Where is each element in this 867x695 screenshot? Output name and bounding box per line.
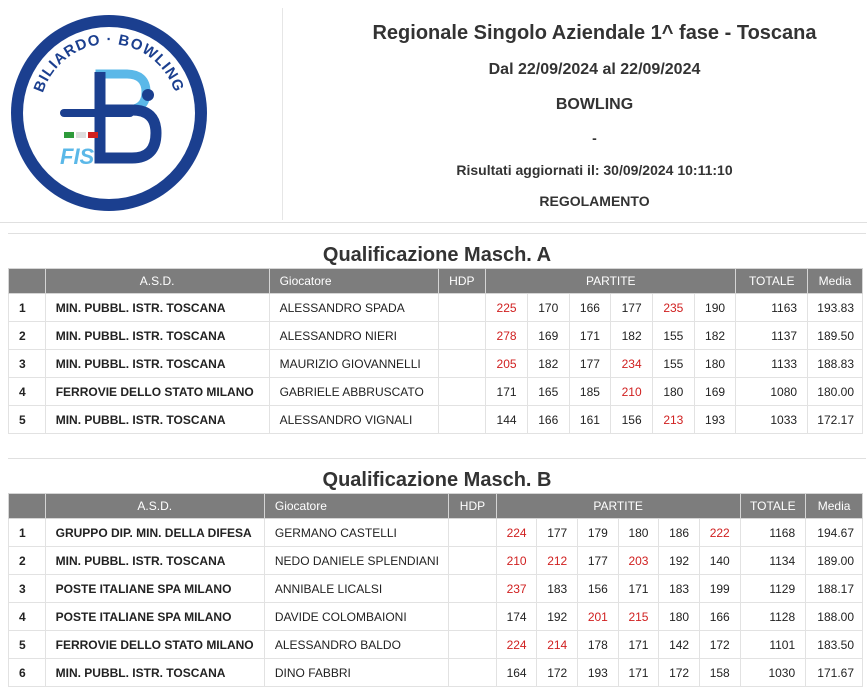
average-cell: 183.50 <box>806 631 863 659</box>
position-cell: 2 <box>9 322 46 350</box>
game-score-cell: 144 <box>486 406 528 434</box>
hdp-cell <box>438 294 486 322</box>
game-score-cell: 201 <box>578 603 619 631</box>
game-score-cell: 224 <box>496 519 537 547</box>
total-cell: 1128 <box>740 603 806 631</box>
player-cell: ALESSANDRO VIGNALI <box>269 406 438 434</box>
col-total: TOTALE <box>740 494 806 519</box>
average-cell: 188.83 <box>808 350 863 378</box>
average-cell: 193.83 <box>808 294 863 322</box>
game-score-cell: 165 <box>527 378 569 406</box>
asd-cell: POSTE ITALIANE SPA MILANO <box>45 575 264 603</box>
game-score-cell: 182 <box>694 322 736 350</box>
position-cell: 2 <box>9 547 46 575</box>
game-score-cell: 177 <box>569 350 611 378</box>
section-separator <box>8 233 866 234</box>
discipline: BOWLING <box>555 96 634 113</box>
game-score-cell: 177 <box>537 519 578 547</box>
game-score-cell: 234 <box>611 350 653 378</box>
game-score-cell: 164 <box>496 659 537 687</box>
col-player: Giocatore <box>269 269 438 294</box>
game-score-cell: 210 <box>496 547 537 575</box>
game-score-cell: 177 <box>611 294 653 322</box>
table-header-row <box>9 269 863 294</box>
game-score-cell: 169 <box>527 322 569 350</box>
player-cell: ALESSANDRO BALDO <box>264 631 448 659</box>
section-title: Qualificazione Masch. B <box>322 469 552 491</box>
game-score-cell: 180 <box>694 350 736 378</box>
game-score-cell: 171 <box>618 659 659 687</box>
player-cell: ALESSANDRO SPADA <box>269 294 438 322</box>
page-header <box>0 0 867 222</box>
game-score-cell: 171 <box>486 378 528 406</box>
table-row <box>9 294 863 322</box>
col-avg: Media <box>808 269 863 294</box>
col-games: PARTITE <box>496 494 740 519</box>
col-pos <box>9 494 46 519</box>
game-score-cell: 172 <box>537 659 578 687</box>
game-score-cell: 212 <box>537 547 578 575</box>
asd-cell: FERROVIE DELLO STATO MILANO <box>45 378 269 406</box>
total-cell: 1163 <box>736 294 808 322</box>
rules-link[interactable]: REGOLAMENTO <box>539 193 650 209</box>
col-asd: A.S.D. <box>45 494 264 519</box>
game-score-cell: 186 <box>659 519 700 547</box>
player-cell: ANNIBALE LICALSI <box>264 575 448 603</box>
position-cell: 5 <box>9 631 46 659</box>
game-score-cell: 190 <box>694 294 736 322</box>
hdp-cell <box>438 322 486 350</box>
table-row <box>9 519 863 547</box>
table-row <box>9 547 863 575</box>
game-score-cell: 171 <box>618 631 659 659</box>
col-total: TOTALE <box>736 269 808 294</box>
asd-cell: MIN. PUBBL. ISTR. TOSCANA <box>45 350 269 378</box>
game-score-cell: 192 <box>537 603 578 631</box>
section-separator <box>8 458 866 459</box>
fis-logo-icon <box>8 12 210 214</box>
total-cell: 1133 <box>736 350 808 378</box>
logo-fis-text: FIS <box>60 144 95 169</box>
table-header-row <box>9 494 863 519</box>
col-hdp: HDP <box>438 269 486 294</box>
game-score-cell: 214 <box>537 631 578 659</box>
game-score-cell: 203 <box>618 547 659 575</box>
table-body <box>9 519 863 687</box>
table-row <box>9 603 863 631</box>
hdp-cell <box>449 659 497 687</box>
game-score-cell: 172 <box>659 659 700 687</box>
game-score-cell: 183 <box>659 575 700 603</box>
hdp-cell <box>438 406 486 434</box>
hdp-cell <box>449 575 497 603</box>
game-score-cell: 180 <box>653 378 695 406</box>
total-cell: 1134 <box>740 547 806 575</box>
hdp-cell <box>449 603 497 631</box>
game-score-cell: 166 <box>569 294 611 322</box>
player-cell: DINO FABBRI <box>264 659 448 687</box>
position-cell: 4 <box>9 603 46 631</box>
total-cell: 1168 <box>740 519 806 547</box>
player-cell: DAVIDE COLOMBAIONI <box>264 603 448 631</box>
hdp-cell <box>438 350 486 378</box>
hdp-cell <box>449 519 497 547</box>
game-score-cell: 183 <box>537 575 578 603</box>
hdp-cell <box>449 547 497 575</box>
game-score-cell: 185 <box>569 378 611 406</box>
player-cell: MAURIZIO GIOVANNELLI <box>269 350 438 378</box>
average-cell: 172.17 <box>808 406 863 434</box>
average-cell: 189.50 <box>808 322 863 350</box>
asd-cell: MIN. PUBBL. ISTR. TOSCANA <box>45 322 269 350</box>
game-score-cell: 224 <box>496 631 537 659</box>
game-score-cell: 182 <box>611 322 653 350</box>
table-body <box>9 294 863 434</box>
game-score-cell: 182 <box>527 350 569 378</box>
game-score-cell: 140 <box>699 547 740 575</box>
total-cell: 1101 <box>740 631 806 659</box>
game-score-cell: 155 <box>653 350 695 378</box>
game-score-cell: 142 <box>659 631 700 659</box>
player-cell: ALESSANDRO NIERI <box>269 322 438 350</box>
fis-logo <box>8 12 210 214</box>
player-cell: GERMANO CASTELLI <box>264 519 448 547</box>
game-score-cell: 237 <box>496 575 537 603</box>
table-row <box>9 631 863 659</box>
hdp-cell <box>449 631 497 659</box>
total-cell: 1033 <box>736 406 808 434</box>
game-score-cell: 199 <box>699 575 740 603</box>
position-cell: 5 <box>9 406 46 434</box>
col-asd: A.S.D. <box>45 269 269 294</box>
game-score-cell: 278 <box>486 322 528 350</box>
player-cell: GABRIELE ABBRUSCATO <box>269 378 438 406</box>
updated-timestamp: Risultati aggiornati il: 30/09/2024 10:11:10 <box>456 162 733 178</box>
average-cell: 188.17 <box>806 575 863 603</box>
asd-cell: POSTE ITALIANE SPA MILANO <box>45 603 264 631</box>
section-masch-b <box>8 458 866 687</box>
game-score-cell: 222 <box>699 519 740 547</box>
game-score-cell: 171 <box>569 322 611 350</box>
game-score-cell: 215 <box>618 603 659 631</box>
game-score-cell: 178 <box>578 631 619 659</box>
results-table <box>8 493 863 687</box>
asd-cell: MIN. PUBBL. ISTR. TOSCANA <box>45 406 269 434</box>
game-score-cell: 177 <box>578 547 619 575</box>
event-dates: Dal 22/09/2024 al 22/09/2024 <box>488 61 701 78</box>
position-cell: 1 <box>9 519 46 547</box>
average-cell: 188.00 <box>806 603 863 631</box>
game-score-cell: 166 <box>699 603 740 631</box>
game-score-cell: 193 <box>694 406 736 434</box>
position-cell: 6 <box>9 659 46 687</box>
asd-cell: MIN. PUBBL. ISTR. TOSCANA <box>45 294 269 322</box>
game-score-cell: 171 <box>618 575 659 603</box>
section-masch-a <box>8 233 866 434</box>
game-score-cell: 169 <box>694 378 736 406</box>
game-score-cell: 213 <box>653 406 695 434</box>
game-score-cell: 179 <box>578 519 619 547</box>
game-score-cell: 225 <box>486 294 528 322</box>
game-score-cell: 174 <box>496 603 537 631</box>
logo-arc-text: BILIARDO · BOWLING <box>30 30 188 95</box>
header-dash: - <box>592 130 597 146</box>
page-title: Regionale Singolo Aziendale 1^ fase - Toscana <box>372 22 817 44</box>
section-title: Qualificazione Masch. A <box>322 244 552 266</box>
col-avg: Media <box>806 494 863 519</box>
total-cell: 1080 <box>736 378 808 406</box>
position-cell: 3 <box>9 350 46 378</box>
table-row <box>9 350 863 378</box>
game-score-cell: 170 <box>527 294 569 322</box>
game-score-cell: 172 <box>699 631 740 659</box>
average-cell: 189.00 <box>806 547 863 575</box>
asd-cell: MIN. PUBBL. ISTR. TOSCANA <box>45 659 264 687</box>
col-hdp: HDP <box>449 494 497 519</box>
asd-cell: GRUPPO DIP. MIN. DELLA DIFESA <box>45 519 264 547</box>
player-cell: NEDO DANIELE SPLENDIANI <box>264 547 448 575</box>
game-score-cell: 235 <box>653 294 695 322</box>
game-score-cell: 156 <box>578 575 619 603</box>
game-score-cell: 210 <box>611 378 653 406</box>
game-score-cell: 161 <box>569 406 611 434</box>
header-separator <box>0 222 867 223</box>
hdp-cell <box>438 378 486 406</box>
average-cell: 194.67 <box>806 519 863 547</box>
total-cell: 1129 <box>740 575 806 603</box>
game-score-cell: 180 <box>618 519 659 547</box>
total-cell: 1030 <box>740 659 806 687</box>
position-cell: 1 <box>9 294 46 322</box>
asd-cell: FERROVIE DELLO STATO MILANO <box>45 631 264 659</box>
game-score-cell: 155 <box>653 322 695 350</box>
average-cell: 180.00 <box>808 378 863 406</box>
position-cell: 3 <box>9 575 46 603</box>
position-cell: 4 <box>9 378 46 406</box>
header-divider <box>282 8 283 220</box>
game-score-cell: 158 <box>699 659 740 687</box>
col-player: Giocatore <box>264 494 448 519</box>
game-score-cell: 180 <box>659 603 700 631</box>
game-score-cell: 193 <box>578 659 619 687</box>
average-cell: 171.67 <box>806 659 863 687</box>
game-score-cell: 156 <box>611 406 653 434</box>
asd-cell: MIN. PUBBL. ISTR. TOSCANA <box>45 547 264 575</box>
col-pos <box>9 269 46 294</box>
table-row <box>9 575 863 603</box>
game-score-cell: 205 <box>486 350 528 378</box>
results-table <box>8 268 863 434</box>
total-cell: 1137 <box>736 322 808 350</box>
table-row <box>9 659 863 687</box>
table-row <box>9 322 863 350</box>
table-row <box>9 406 863 434</box>
table-row <box>9 378 863 406</box>
col-games: PARTITE <box>486 269 736 294</box>
game-score-cell: 166 <box>527 406 569 434</box>
game-score-cell: 192 <box>659 547 700 575</box>
